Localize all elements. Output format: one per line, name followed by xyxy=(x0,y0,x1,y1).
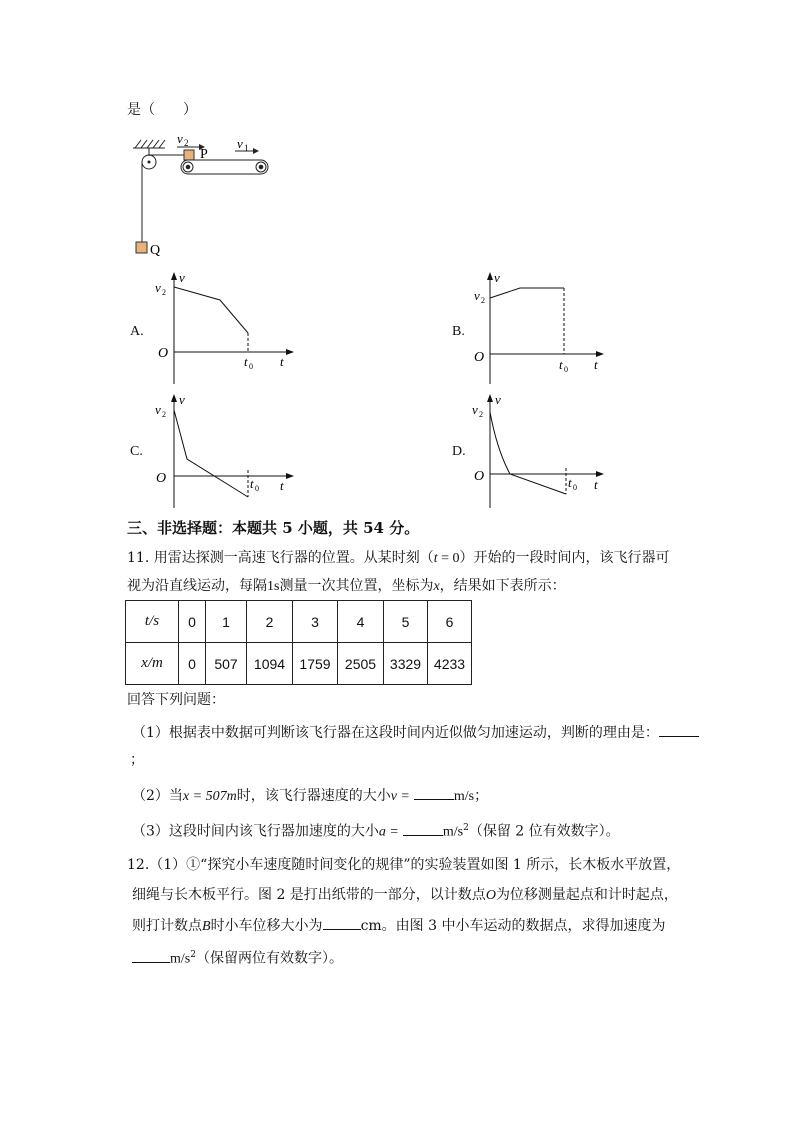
table-header-x: x/m xyxy=(126,643,179,685)
unit-mps: m/s； xyxy=(453,789,489,804)
q11-text: ）开始的一段时间内，该飞行器可 xyxy=(459,550,670,566)
q11-text: ，结果如下表所示： xyxy=(439,578,566,594)
t0-label: t xyxy=(559,357,563,372)
v-t-curve xyxy=(490,288,564,298)
q11-answer-intro: 回答下列问题： xyxy=(127,692,225,708)
answer-blank-4[interactable] xyxy=(323,915,361,930)
q12-line-2 xyxy=(132,885,678,906)
ceiling-hatch xyxy=(133,140,165,148)
table-cell: 4233 xyxy=(428,643,472,685)
v2-label: v xyxy=(474,288,480,303)
table-cell: 6 xyxy=(428,601,472,643)
v2-sub: 2 xyxy=(479,410,483,419)
t-axis-label: t xyxy=(594,477,598,492)
table-cell: 1 xyxy=(206,601,247,643)
t0-label: t xyxy=(568,475,572,490)
q12-text: cm。由图 3 中小车运动的数据点，求得加速度为 xyxy=(360,918,666,934)
t0-sub: 0 xyxy=(564,365,568,374)
q11-line-1 xyxy=(127,548,670,569)
q12-line-4 xyxy=(132,945,343,970)
option-b-letter[interactable]: B. xyxy=(452,324,465,339)
option-b-graph xyxy=(470,268,620,386)
t0-sub: 0 xyxy=(255,484,259,493)
q11-sub-1 xyxy=(132,722,699,743)
v2-label: v xyxy=(155,280,161,295)
q11-sub-2-text: 时，该飞行器速度的大小 xyxy=(236,788,391,804)
v-t-curve xyxy=(490,412,566,494)
t0-label: t xyxy=(250,476,254,491)
table-cell: 2 xyxy=(247,601,293,643)
q11-sub-3-text: （保留 2 位有效数字）。 xyxy=(468,823,620,840)
v-axis-label: v xyxy=(179,392,185,407)
q12-text: 为位移测量起点和计时起点， xyxy=(495,887,678,903)
table-cell: 0 xyxy=(179,643,206,685)
option-d-letter[interactable]: D. xyxy=(452,444,466,459)
q11-text: 11. 用雷达探测一高速飞行器的位置。从某时刻（ xyxy=(127,550,434,566)
v2-sub: 2 xyxy=(162,410,166,419)
x-value: x = 507m xyxy=(182,789,237,804)
v2-label: v xyxy=(472,402,478,417)
option-c-graph xyxy=(150,390,300,510)
var-x: x xyxy=(433,579,440,594)
v-t-curve xyxy=(174,410,248,497)
q11-sub-2-text: （2）当 xyxy=(132,788,183,804)
q12-line-1: 12.（1）①“探究小车速度随时间变化的规律”的实验装置如图 1 所示，长木板水平放置， xyxy=(127,857,681,873)
q11-sub-3-text: （3）这段时间内该飞行器加速度的大小 xyxy=(132,823,379,840)
a-symbol: a = xyxy=(378,824,399,840)
q12-text: （保留两位有效数字）。 xyxy=(195,950,343,967)
v2-sub: 2 xyxy=(162,288,166,297)
table-cell: 4 xyxy=(338,601,384,643)
t-axis-label: t xyxy=(280,478,284,493)
q11-sub-1-end: ； xyxy=(130,752,144,768)
block-q xyxy=(136,242,147,253)
answer-blank-2[interactable] xyxy=(414,785,454,800)
q12-text: 则打计数点 xyxy=(132,918,202,934)
interval-unit: 1s xyxy=(267,579,280,594)
v-axis-label: v xyxy=(495,392,501,407)
option-c-letter[interactable]: C. xyxy=(130,444,143,459)
v2-sub: 2 xyxy=(481,296,485,305)
table-cell: 1094 xyxy=(247,643,293,685)
v-axis-label: v xyxy=(494,270,500,285)
t0-sub: 0 xyxy=(249,362,253,371)
label-v1-sub: 1 xyxy=(244,143,249,153)
table-cell: 0 xyxy=(179,601,206,643)
q12-text: 时小车位移大小为 xyxy=(210,918,323,934)
question-10-tail: 是（ ） xyxy=(127,102,197,118)
answer-blank-1[interactable] xyxy=(659,722,699,737)
pulley-conveyor-figure xyxy=(125,128,285,258)
table-cell: 507 xyxy=(206,643,247,685)
table-cell: 2505 xyxy=(338,643,384,685)
q11-text: 视为沿直线运动，每隔 xyxy=(127,578,267,594)
v2-label: v xyxy=(155,402,161,417)
origin-label: O xyxy=(474,350,485,365)
answer-blank-3[interactable] xyxy=(403,821,443,836)
answer-blank-5[interactable] xyxy=(132,948,170,963)
table-cell: 5 xyxy=(384,601,428,643)
unit-mps2: m/s xyxy=(170,951,191,967)
t0-sub: 0 xyxy=(573,483,577,492)
t-axis-label: t xyxy=(594,357,598,372)
label-q: Q xyxy=(150,243,161,258)
q11-sub-3 xyxy=(132,818,620,843)
t-axis-label: t xyxy=(280,354,284,369)
v-symbol: v = xyxy=(390,789,410,804)
label-v2: v xyxy=(177,131,183,146)
v-t-curve xyxy=(174,287,248,333)
table-header-t: t/s xyxy=(126,601,179,643)
label-p: P xyxy=(200,147,208,162)
point-b: B xyxy=(202,919,211,934)
option-d-graph xyxy=(470,390,620,510)
q11-line-2 xyxy=(127,576,566,597)
point-o: O xyxy=(485,888,496,903)
q12-text: 细绳与长木板平行。图 2 是打出纸带的一部分，以计数点 xyxy=(132,887,486,903)
section-3-heading: 三、非选择题：本题共 5 小题，共 54 分。 xyxy=(127,519,420,537)
unit-exponent: 2 xyxy=(190,950,196,960)
label-v2-sub: 2 xyxy=(184,138,189,148)
table-row-x xyxy=(126,643,472,685)
block-p xyxy=(184,150,194,160)
q12-line-3 xyxy=(132,915,666,937)
q11-sub-2 xyxy=(132,785,488,807)
unit-exponent: 2 xyxy=(463,823,469,833)
origin-label: O xyxy=(474,469,485,484)
origin-label: O xyxy=(156,471,167,486)
table-cell: 1759 xyxy=(293,643,338,685)
t0-label: t xyxy=(244,354,248,369)
var-t: t xyxy=(433,551,438,566)
option-a-graph xyxy=(150,268,300,386)
table-cell: 3 xyxy=(293,601,338,643)
q11-text: 测量一次其位置，坐标为 xyxy=(279,578,434,594)
table-row-t xyxy=(126,601,472,643)
q11-sub-1-text: （1）根据表中数据可判断该飞行器在这段时间内近似做匀加速运动，判断的理由是： xyxy=(132,725,659,741)
v-axis-label: v xyxy=(179,270,185,285)
position-time-table xyxy=(125,600,472,685)
unit-mps2: m/s xyxy=(442,824,464,840)
table-cell: 3329 xyxy=(384,643,428,685)
conveyor-belt xyxy=(181,160,268,174)
option-a-letter[interactable]: A. xyxy=(130,324,144,339)
origin-label: O xyxy=(158,346,169,361)
eq-zero: = 0 xyxy=(437,551,460,566)
label-v1: v xyxy=(237,136,243,151)
